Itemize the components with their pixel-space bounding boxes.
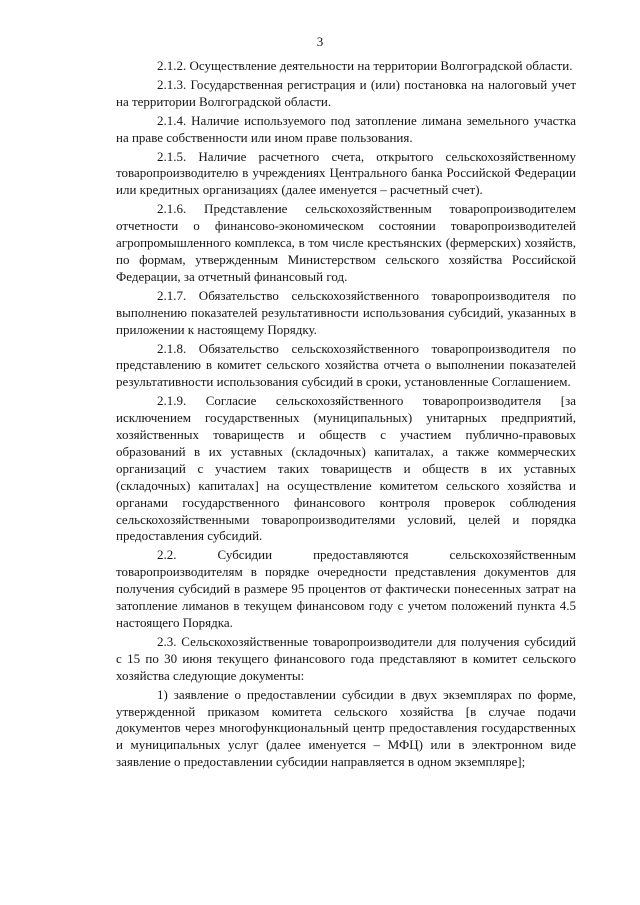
paragraph-2-1-4: 2.1.4. Наличие используемого под затопление лимана земельного участка на праве собственности или ином праве пользования.	[116, 112, 576, 145]
list-item-1: 1) заявление о предоставлении субсидии в двух экземплярах по форме, утвержденной приказом комитета сельского хозяйства [в случае подачи документов через многофункциональный центр предоставления государственных и муниципальных услуг (далее именуется – МФЦ) или в электронном виде заявление о предоставлении субсидии направляется в одном экземпляре];	[116, 686, 576, 770]
paragraph-2-1-8: 2.1.8. Обязательство сельскохозяйственного товаропроизводителя по представлению в комитет сельского хозяйства отчета о выполнении показателей результативности использования субсидий в сроки, установленные Соглашением.	[116, 340, 576, 390]
paragraph-2-1-3: 2.1.3. Государственная регистрация и (или) постановка на налоговый учет на территории Волгоградской области.	[116, 76, 576, 109]
paragraph-2-1-7: 2.1.7. Обязательство сельскохозяйственного товаропроизводителя по выполнению показателей результативности использования субсидий, указанных в приложении к настоящему Порядку.	[116, 287, 576, 337]
paragraph-2-1-9: 2.1.9. Согласие сельскохозяйственного товаропроизводителя [за исключением государственных (муниципальных) унитарных предприятий, хозяйственных товариществ и обществ с участием публично-правовых образований в их уставных (складочных) капиталах, а также коммерческих организаций с участием таких товариществ и обществ в их уставных (складочных) капиталах] на осуществление комитетом сельского хозяйства и органами государственного финансового контроля проверок соблюдения сельскохозяйственными товаропроизводителями условий, целей и порядка предоставления субсидий.	[116, 393, 576, 544]
paragraph-2-1-6: 2.1.6. Представление сельскохозяйственным товаропроизводителем отчетности о финансово-экономическом состоянии товаропроизводителей агропромышленного комплекса, в том числе крестьянских (фермерских) хозяйств, по формам, утвержденным Министерством сельского хозяйства Российской Федерации, за отчетный финансовый год.	[116, 201, 576, 284]
paragraph-2-1-2: 2.1.2. Осуществление деятельности на территории Волгоградской области.	[157, 58, 573, 73]
page-number: 3	[316, 34, 324, 49]
document-body	[116, 58, 576, 773]
paragraph-2-1-5: 2.1.5. Наличие расчетного счета, открытого сельскохозяйственному товаропроизводителю в учреждениях Центрального банка Российской Федерации или кредитных организациях (далее именуется – расчетный счет).	[116, 148, 576, 198]
paragraph-2-3: 2.3. Сельскохозяйственные товаропроизводители для получения субсидий с 15 по 30 июня текущего финансового года представляют в комитет сельского хозяйства следующие документы:	[116, 633, 576, 683]
paragraph-2-2: 2.2. Субсидии предоставляются сельскохозяйственным товаропроизводителям в порядке очередности представления документов для получения субсидий в размере 95 процентов от фактически понесенных затрат на затопление лиманов в текущем финансовом году с учетом положений пункта 4.5 настоящего Порядка.	[116, 547, 576, 630]
